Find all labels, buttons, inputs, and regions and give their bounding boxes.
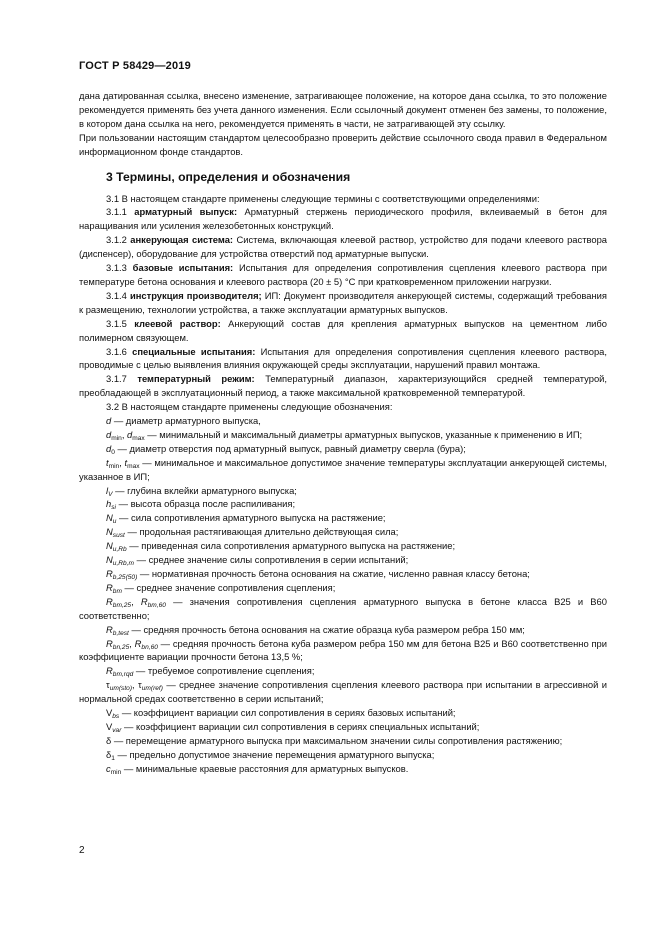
symbol-entry: $N_{sust}$ — продольная растягивающая длительно действующая сила; [106, 526, 399, 540]
symbol-entry: $R_{b,25(50)}$ — нормативная прочность бетона основания на сжатие, численно равная классу бетона; [106, 568, 530, 581]
term-entry: 3.1.3 базовые испытания: Испытания для определения сопротивления сцепления клеевого раствора при температуре бетона основания и клеевого раствора (20 ± 5) °С при кратковременном приложении нагрузки. [79, 262, 607, 287]
symbol-entry: d — диаметр арматурного выпуска, [106, 415, 261, 427]
symbol-entry: $V_{bs}$ — коэффициент вариации сил сопротивления в сериях базовых испытаний; [106, 707, 456, 721]
symbol-entry: $N_{u,Rb,m}$ — среднее значение силы сопротивления в серии испытаний; [106, 554, 409, 568]
symbol-entry: $R_{bm,rqd}$ — требуемое сопротивление сцепления; [106, 665, 315, 679]
intro-paragraph: дана датированная ссылка, внесено изменение, затрагивающее положение, на которое дана ссылка, то это положение рекомендуется применять без учета данного изменения. Если ссылочный документ отменен без замены, то положение, в котором дана ссылка на него, рекомендуется применять в части, не затрагивающей эту ссылку. [79, 90, 607, 129]
symbol-entry: $l_V$ — глубина вклейки арматурного выпуска; [106, 484, 297, 498]
section-title: 3 Термины, определения и обозначения [106, 169, 351, 184]
symbol-entry: $R_{bm,25}$, $R_{bm,60}$ — значения сопротивления сцепления арматурного выпуска в бетоне класса В25 и В60 соответственно; [79, 595, 607, 621]
document-body [79, 89, 607, 776]
term-entry: 3.1.7 температурный режим: Температурный диапазон, характеризующийся средней температурой, преобладающей в эксплуатационный период, а также максимальной кратковременной температурой. [79, 373, 608, 399]
term-entry: 3.1.1 арматурный выпуск: Арматурный стержень периодического профиля, вклеиваемый в бетон для наращивания или усиления железобетонных конструкций. [79, 206, 607, 232]
term-entry: 3.1.2 анкерующая система: Система, включающая клеевой раствор, устройство для подачи клеевого раствора (диспенсер), оборудование для устройства отверстий под арматурные выпуски. [79, 234, 608, 260]
symbol-entry: $R_{b,test}$ — средняя прочность бетона основания на сжатие образца куба размером ребра 150 мм; [106, 623, 525, 637]
term-entry: 3.1.5 клеевой раствор: Анкерующий состав для крепления арматурных выпусков на цементном либо полимерном связующем. [79, 317, 607, 343]
symbol-entry: $\delta_1$ — предельно допустимое значение перемещения арматурного выпуска; [106, 748, 435, 762]
symbol-entry: $d_0$ — диаметр отверстия под арматурный выпуск, равный диаметру сверла (бура); [106, 442, 466, 456]
document-header: ГОСТ Р 58429—2019 [79, 60, 191, 72]
symbol-entry: $d_{min}$, $d_{max}$ — минимальный и максимальный диаметры арматурных выпусков, указанные к применению в ИП; [106, 428, 583, 442]
symbol-entry: $h_{si}$ — высота образца после распиливания; [106, 498, 296, 512]
term-entry: 3.1.4 инструкция производителя; ИП: Документ производителя анкерующей системы, содержащий требования к размещению, технологии устройства, а также эксплуатации арматурных выпусков. [79, 289, 607, 315]
symbol-entry: δ — перемещение арматурного выпуска при максимальном значении силы сопротивления растяжению; [106, 734, 563, 746]
symbol-entry: $V_{var}$ — коэффициент вариации сил сопротивления в сериях специальных испытаний; [106, 720, 480, 734]
symbol-entry: $R_{bm}$ — среднее значение сопротивления сцепления; [106, 581, 336, 595]
paragraph-3-1: 3.1 В настоящем стандарте применены следующие термины с соответствующими определениями: [106, 192, 540, 204]
symbol-entry: $R_{bn,25}$, $R_{bn,60}$ — средняя прочность бетона куба размером ребра 150 мм для бетона В25 и В60 соответственно при коэффициенте вариации прочности бетона 13,5 %; [79, 637, 607, 663]
symbol-entry: $c_{min}$ — минимальные краевые расстояния для арматурных выпусков. [106, 762, 409, 776]
term-entry: 3.1.6 специальные испытания: Испытания для определения сопротивления сцепления клеевого раствора, проводимые с целью выявления влияния окружающей среды эксплуатации, нарушений правил монтажа. [79, 345, 607, 371]
intro-paragraph: При пользовании настоящим стандартом целесообразно проверить действие ссылочного свода правил в Федеральном информационном фонде стандартов. [79, 131, 607, 157]
symbol-entry: $\tau_{um(sto)}$, $\tau_{um(ref)}$ — среднее значение сопротивления сцепления клеевого раствора при испытании в агрессивной и нормальной средах соответственно в серии испытаний; [79, 679, 607, 705]
paragraph-3-2: 3.2 В настоящем стандарте применены следующие обозначения: [106, 401, 393, 413]
symbol-entry: $N_u$ — сила сопротивления арматурного выпуска на растяжение; [106, 512, 386, 526]
symbol-entry: $t_{min}$, $t_{max}$ — минимальное и максимальное допустимое значение температуры эксплуатации анкерующей системы, указанное в ИП; [79, 456, 607, 482]
page-number: 2 [79, 845, 85, 856]
symbol-entry: $N_{u,Rb}$ — приведенная сила сопротивления арматурного выпуска на растяжение; [106, 540, 456, 554]
